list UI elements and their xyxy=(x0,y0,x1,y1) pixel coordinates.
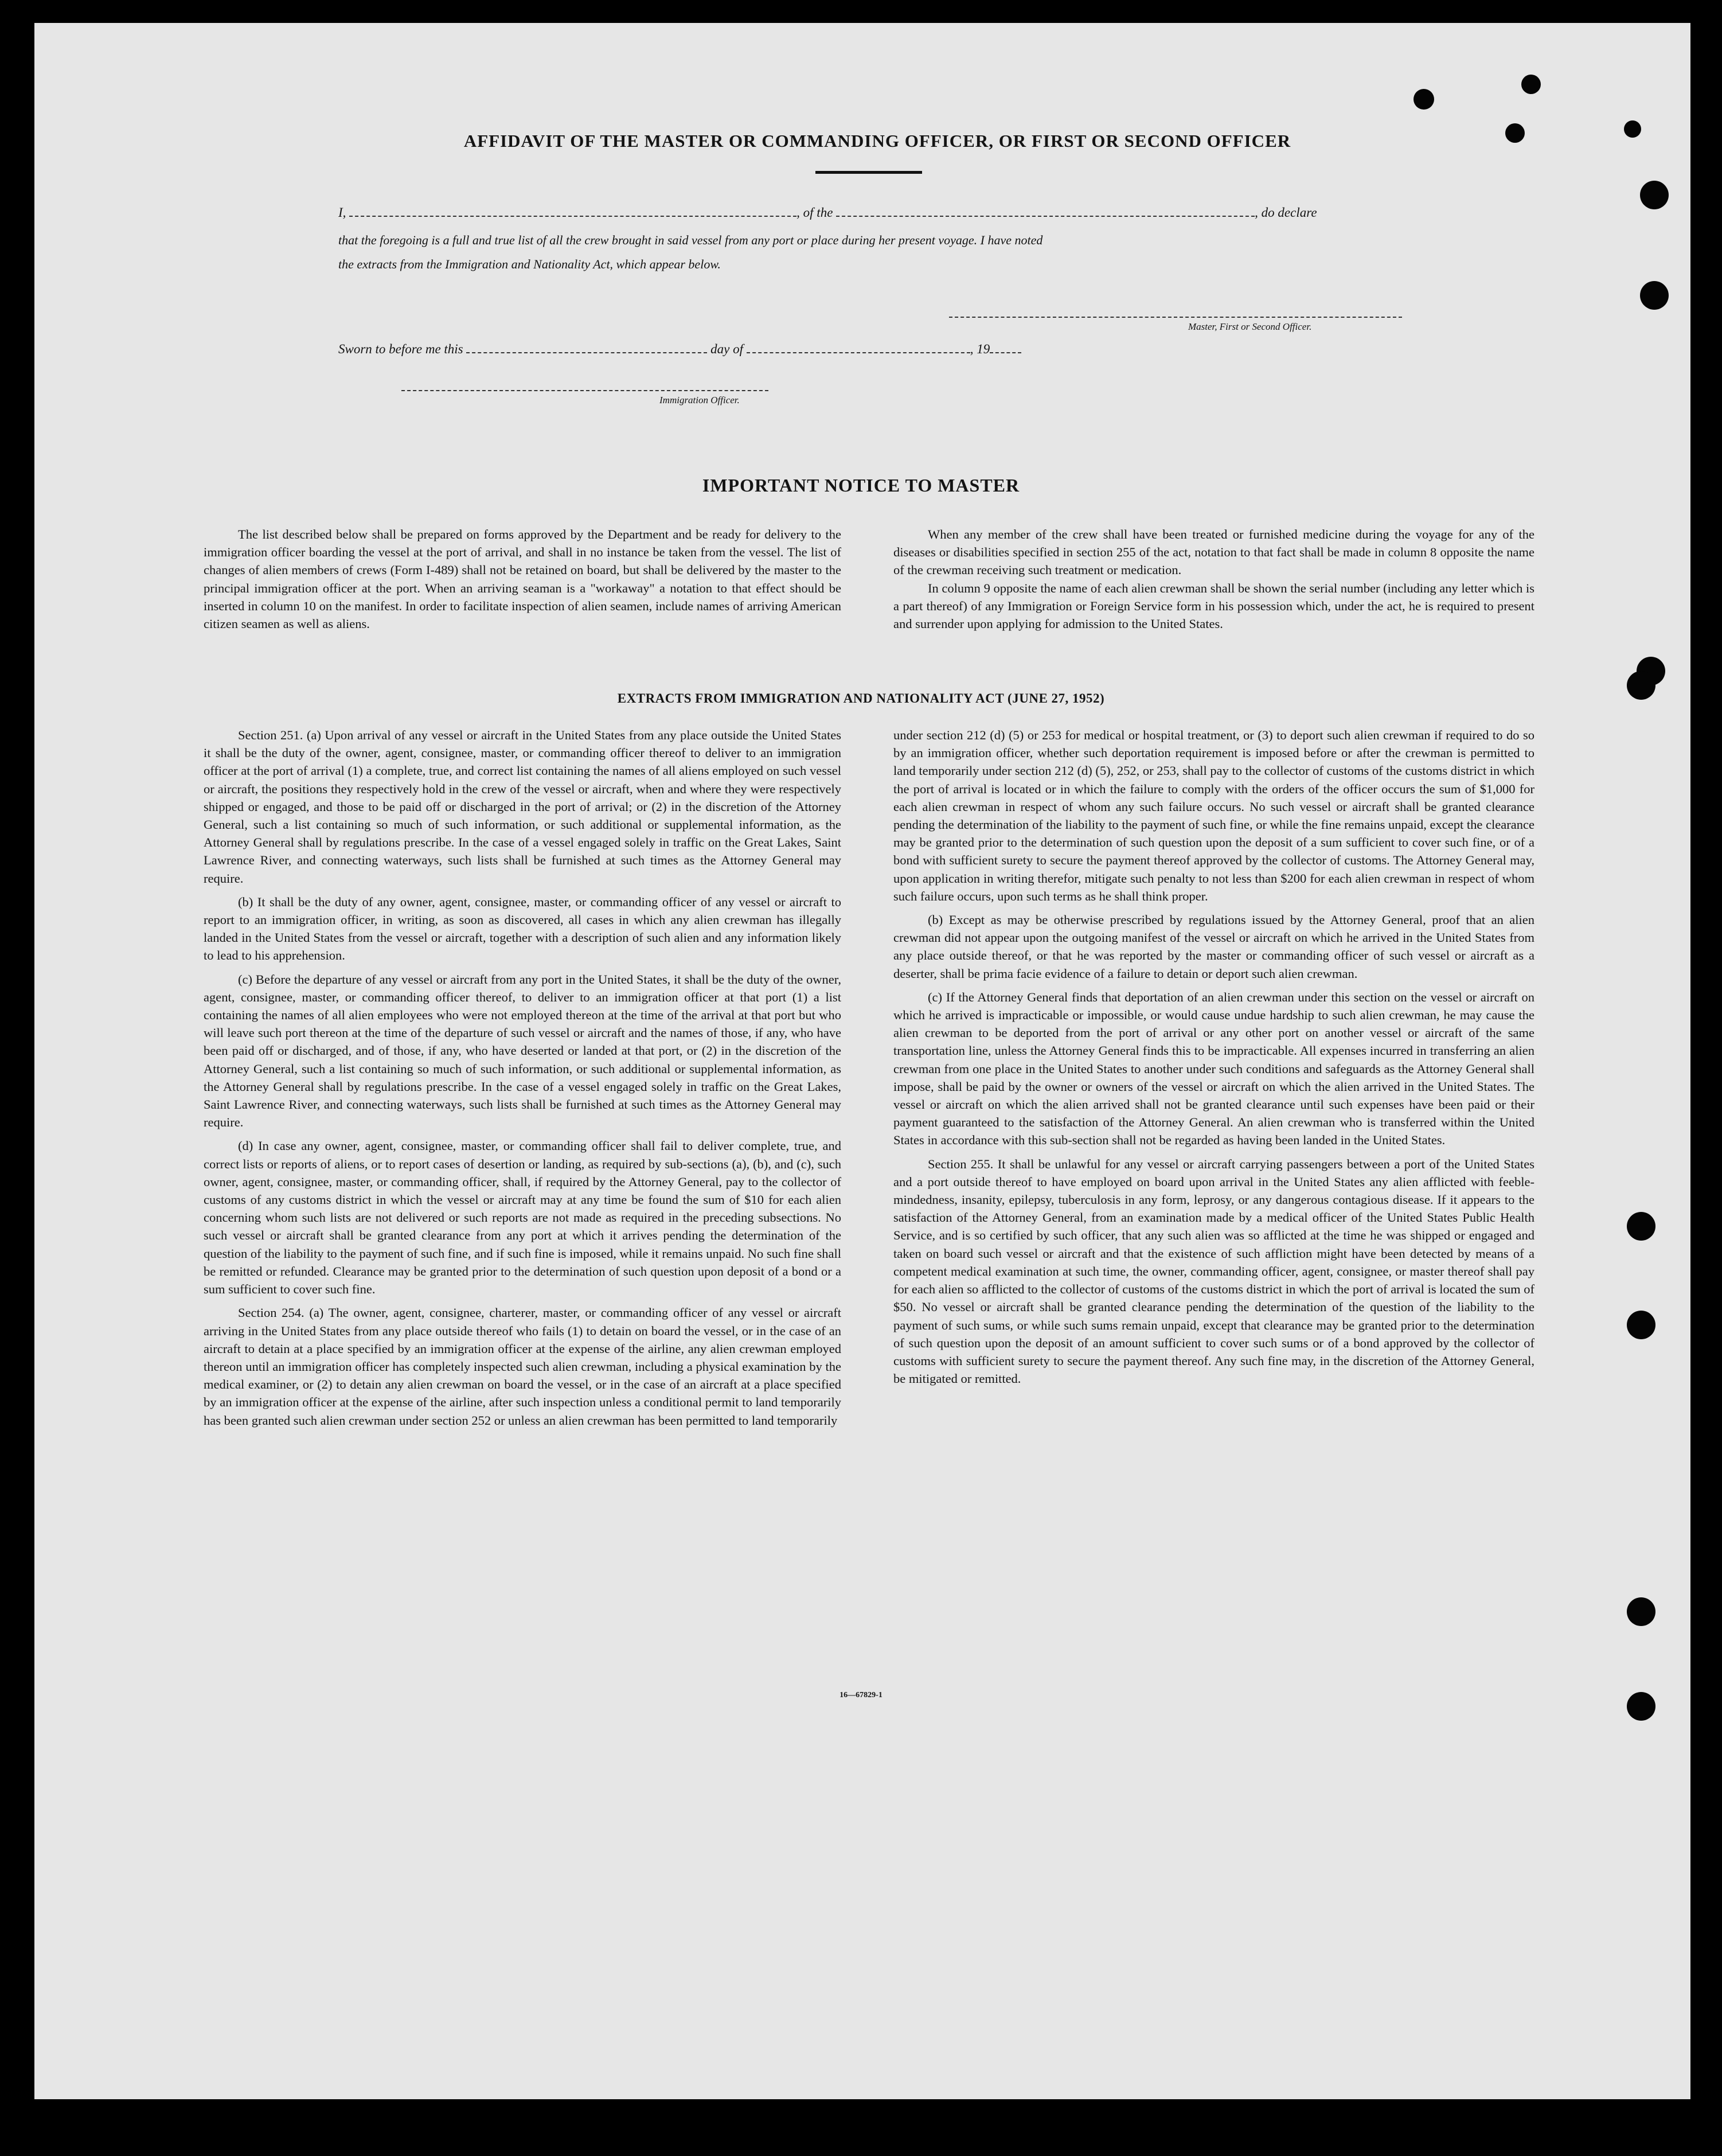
form-code: 16—67829-1 xyxy=(839,1691,883,1699)
punch-hole xyxy=(1640,181,1669,209)
section-254-b: (b) Except as may be otherwise prescribed by regulations issued by the Attorney General, proof that an alien crewman did not appear upon the outgoing manifest of the vessel or aircraft on which he arrived in the United States from any place outside thereof, or that he was reported by the master or commanding officer of such vessel or aircraft as a deserter, shall be prima facie evidence of a failure to detain or deport such alien crewman. xyxy=(893,913,1534,981)
declaration-do-declare: , do declare xyxy=(1255,205,1317,220)
notice-title: IMPORTANT NOTICE TO MASTER xyxy=(702,475,1020,496)
punch-hole xyxy=(1624,120,1641,138)
officer-signature-label: Immigration Officer. xyxy=(659,395,740,406)
extracts-title: EXTRACTS FROM IMMIGRATION AND NATIONALITY ACT (JUNE 27, 1952) xyxy=(617,691,1105,705)
section-251-a: Section 251. (a) Upon arrival of any vessel or aircraft in the United States from any place outside the United States it shall be the duty of the owner, agent, consignee, master, or commanding officer thereof to deliver to an immigration officer at the port of arrival (1) a complete, true, and correct list containing the names of all aliens employed on such vessel or aircraft, the positions they respectively hold in the crew of the vessel or aircraft, when and where they were respectively shipped or engaged, and those to be paid off or discharged in the port of arrival; or (2) in the discretion of the Attorney General, such a list containing so much of such information, or such additional or supplemental information, as the Attorney General shall by regulations prescribe. In the case of a vessel engaged solely in traffic on the Great Lakes, Saint Lawrence River, and connecting waterways, such lists shall be furnished at such times as the Attorney General may require. xyxy=(204,728,841,886)
section-254-a-continued: under section 212 (d) (5) or 253 for medical or hospital treatment, or (3) to deport such alien crewman if required to do so by an immigration officer, whether such deportation requirement is imposed before or after the crewman is permitted to land temporarily under section 212 (d) (5), 252, or 253, shall pay to the collector of customs of the customs district in which the port of arrival is located or in which the failure to comply with the orders of the officer occurs the sum of $1,000 for each alien crewman in respect of whom any such failure occurs. No such vessel or aircraft shall be granted clearance pending the determination of the liability to the payment of such fine, or while the fine remains unpaid, except the clearance may be granted prior to the determination of such question upon the deposit of a sum sufficient to cover such fine, or of a bond with sufficient surety to secure the payment thereof approved by the collector of customs. The Attorney General may, upon application in writing therefor, mitigate such penalty to not less than $200 for each alien crewman in respect of whom such failure occurs, upon such terms as he shall think proper. xyxy=(893,728,1534,903)
officer-signature-line[interactable] xyxy=(401,390,768,391)
notice-right-paragraph-1: When any member of the crew shall have been treated or furnished medicine during the voyage for any of the diseases or disabilities specified in section 255 of the act, notation to that fact shall be made in column 8 opposite the name of the crewman receiving such treatment or medication. xyxy=(893,527,1534,578)
notice-right-paragraph-2: In column 9 opposite the name of each alien crewman shall be shown the serial number (including any letter which is a part thereof) of any Immigration or Foreign Service form in his possession which, under the act, he is required to present and surrender upon applying for admission to the United States. xyxy=(893,580,1534,631)
sworn-month-field[interactable] xyxy=(747,352,970,353)
section-254-c: (c) If the Attorney General finds that deportation of an alien crewman under this section on the vessel or aircraft on which he arrived is impracticable or impossible, or would cause undue hardship to such alien crewman, he may cause the alien crewman to be deported from the port of arrival or any other port on another vessel or aircraft of the same transportation line, unless the Attorney General finds this to be impracticable. All expenses incurred in transferring an alien crewman from one place in the United States to another under such conditions and safeguards as the Attorney General shall impose, shall be paid by the owner or owners of the vessel or aircraft on which the alien arrived in the United States. The vessel or aircraft on which the alien arrived shall not be granted clearance until such expenses have been paid or their payment guaranteed to the satisfaction of the Attorney General. An alien crewman who is transferred within the United States in accordance with this sub-section shall not be regarded as having been landed in the United States. xyxy=(893,989,1534,1148)
sworn-year-field[interactable] xyxy=(990,352,1021,353)
punch-hole xyxy=(1627,1597,1655,1626)
punch-hole xyxy=(1627,1311,1655,1339)
section-255: Section 255. It shall be unlawful for any vessel or aircraft carrying passengers between a port of the United States and a port outside thereof to have employed on board upon arrival in the United States any alien afflicted with feeble-mindedness, insanity, epilepsy, tuberculosis in any form, leprosy, or any dangerous contagious disease. If it appears to the satisfaction of the Attorney General, from an examination made by a medical officer of the United States Public Health Service, and is so certified by such officer, that any such alien was so afflicted at the time he was shipped or engaged and taken on board such vessel or aircraft and that the existence of such affliction might have been detected by means of a competent medical examination at such time, the owner, commanding officer, agent, consignee, or master thereof shall pay for each alien so afflicted to the collector of customs of the customs district in which the port of arrival is located the sum of $50. No vessel or aircraft shall be granted clearance pending the determination of the question of the liability to the payment of such sums, or while such sums remain unpaid, except that clearance may be granted prior to the determination of such question upon the deposit of an amount sufficient to cover such sums or of a bond approved by the collector of customs with sufficient surety to secure the payment thereof. Any such fine may, in the discretion of the Attorney General, be mitigated or remitted. xyxy=(893,1156,1534,1386)
notice-left-paragraph: The list described below shall be prepared on forms approved by the Department and be ready for delivery to the immigration officer boarding the vessel at the port of arrival, and shall in no instance be taken from the vessel. The list of changes of alien members of crews (Form I-489) shall not be retained on board, but shall be delivered by the master to the principal immigration officer at the port. When an arriving seaman is a "workaway" a notation to that effect should be inserted in column 10 on the manifest. In order to facilitate inspection of alien seamen, include names of arriving American citizen seamen as well as aliens. xyxy=(204,527,841,631)
day-of-text: day of xyxy=(710,342,743,356)
punch-hole xyxy=(1627,1212,1655,1241)
affidavit-title: AFFIDAVIT OF THE MASTER OR COMMANDING OFFICER, OR FIRST OR SECOND OFFICER xyxy=(463,131,1291,151)
master-signature-label: Master, First or Second Officer. xyxy=(1188,321,1312,332)
extracts-left-column xyxy=(204,726,841,1435)
punch-hole xyxy=(1413,89,1434,110)
declaration-line-1 xyxy=(338,205,1405,220)
extracts-right-column xyxy=(893,726,1534,1393)
declaration-line-2: that the foregoing is a full and true list of all the crew brought in said vessel from any port or place during her present voyage. I have noted xyxy=(338,233,1043,247)
sworn-text: Sworn to before me this xyxy=(338,342,463,356)
punch-hole xyxy=(1521,75,1541,94)
section-251-c: (c) Before the departure of any vessel or aircraft from any port in the United States, it shall be the duty of the owner, agent, consignee, master, or commanding officer thereof, to deliver to an immigration officer at that port (1) a list containing the names of all alien employees who were not employed thereon at the time of the arrival at that port but who will leave such port thereon at the time of the departure of such vessel or aircraft and the names of those, if any, who have been paid off or discharged, and of those, if any, who have deserted or landed at that port, or (2) in the discretion of the Attorney General, such a list containing so much of such information, or such additional or supplemental information, as the Attorney General shall by regulations prescribe. In the case of a vessel engaged solely in traffic on the Great Lakes, Saint Lawrence River, and connecting waterways, such lists shall be furnished at such times as the Attorney General may require. xyxy=(204,972,841,1130)
section-254-a: Section 254. (a) The owner, agent, consignee, charterer, master, or commanding officer of any vessel or aircraft arriving in the United States from any place outside thereof who fails (1) to detain on board the vessel, or in the case of an aircraft to detain at a place specified by an immigration officer at the expense of the airline, any alien crewman employed thereon until an immigration officer has completely inspected such alien crewman, including a physical examination by the medical examiner, or (2) to detain any alien crewman on board the vessel, or in the case of an aircraft at a place specified by an immigration officer at the expense of the airline, after such inspection unless a conditional permit to land temporarily has been granted such alien crewman under section 252 or unless an alien crewman has been permitted to land temporarily xyxy=(204,1305,841,1428)
section-251-d: (d) In case any owner, agent, consignee, master, or commanding officer shall fail to deliver complete, true, and correct lists or reports of aliens, or to report cases of desertion or landing, as required by sub-sections (a), (b), and (c), such owner, agent, consignee, master, or commanding officer, shall, if required by the Attorney General, pay to the collector of customs of any customs district in which the vessel or aircraft may at any time be found the sum of $10 for each alien concerning whom such lists are not delivered or such reports are not made as required in the preceding subsections. No such vessel or aircraft shall be granted clearance from any port at which it arrives pending the determination of the question of the liability to the payment of such fine, and if such fine is imposed, while it remains unpaid. No such fine shall be remitted or refunded. Clearance may be granted prior to the determination of such question upon deposit of a bond or a sum sufficient to cover such fine. xyxy=(204,1139,841,1297)
declaration-line-3: the extracts from the Immigration and Nationality Act, which appear below. xyxy=(338,257,721,271)
year-prefix: , 19 xyxy=(970,342,990,356)
punch-hole xyxy=(1640,281,1669,310)
declaration-of-the: , of the xyxy=(796,205,833,220)
section-251-b: (b) It shall be the duty of any owner, agent, consignee, master, or commanding officer of any vessel or aircraft to report to an immigration officer, in writing, as soon as discovered, all cases in which any alien crewman has illegally landed in the United States from the vessel or aircraft, together with a description of such alien and any information likely to lead to his apprehension. xyxy=(204,894,841,963)
sworn-day-field[interactable] xyxy=(466,352,707,353)
notice-left-column xyxy=(204,525,841,638)
notice-right-column xyxy=(893,525,1534,638)
title-rule xyxy=(815,171,922,174)
declaration-i: I, xyxy=(338,205,346,220)
master-signature-line[interactable] xyxy=(949,317,1402,318)
vessel-name-field[interactable] xyxy=(836,216,1255,217)
declarant-name-field[interactable] xyxy=(349,216,796,217)
sworn-line xyxy=(338,342,1405,357)
